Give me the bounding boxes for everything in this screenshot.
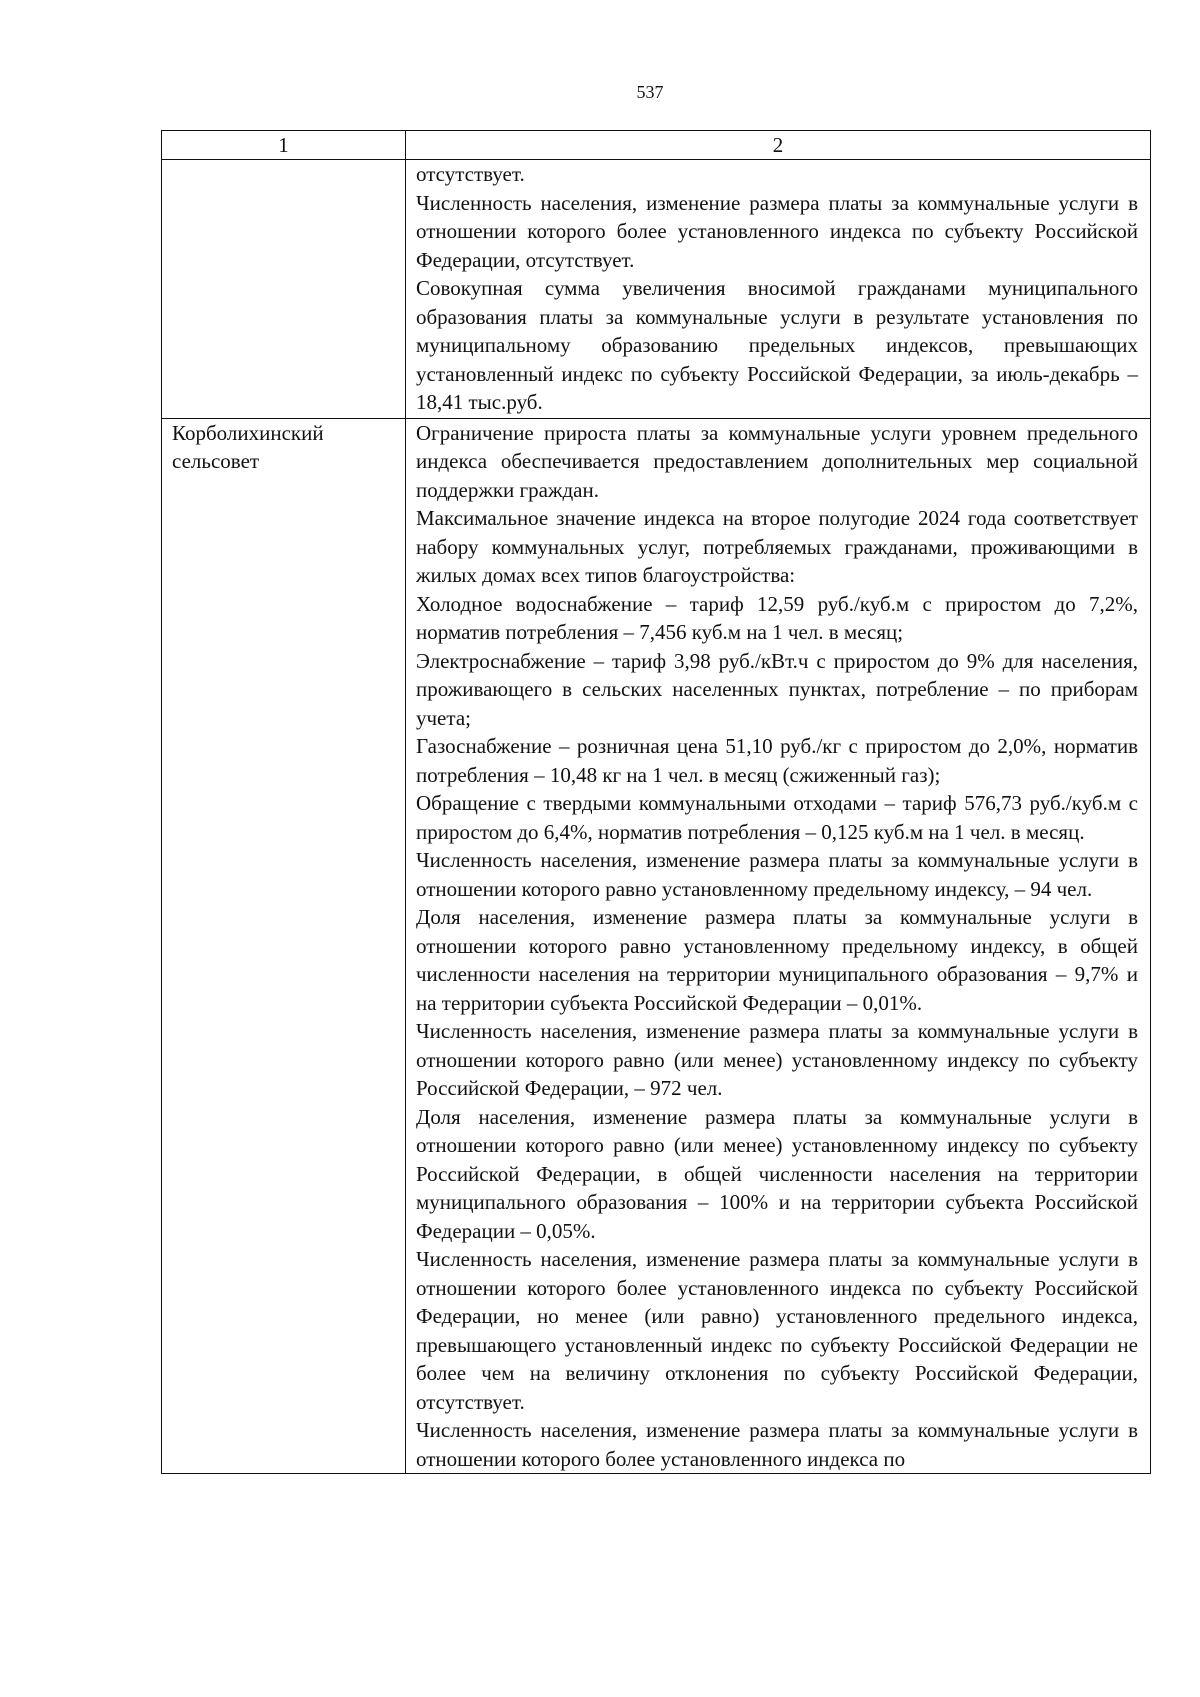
municipality-cell [162,418,406,1474]
table-header-row [162,131,1151,160]
description-text [406,160,1150,418]
paragraph: Газоснабжение – розничная цена 51,10 руб./кг с приростом до 2,0%, норматив потребления – 10,48 кг на 1 чел. в месяц (сжиженный газ); [416,734,1138,787]
municipality-name: Корболихинский сельсовет [172,420,324,473]
column-header-1: 1 [162,131,406,160]
paragraph: Доля населения, изменение размера платы за коммунальные услуги в отношении которого равно (или менее) установленному индексу по субъекту Российской Федерации, в общей численности населения на территории муниципального образования – 100% и на территории субъекта Российской Федерации – 0,05%. [416,1104,1138,1243]
paragraph: Численность населения, изменение размера платы за коммунальные услуги в отношении которого более установленного индекса по [416,1418,1138,1471]
description-cell [406,160,1151,419]
paragraph: Совокупная сумма увеличения вносимой гражданами муниципального образования платы за коммунальные услуги в результате установления по муниципальному образованию предельных индексов, превышающих установленный индекс по субъекту Российской Федерации, за июль-декабрь – 18,41 тыс.руб. [416,276,1138,414]
paragraph: Обращение с твердыми коммунальными отходами – тариф 576,73 руб./куб.м с приростом до 6,4%, норматив потребления – 0,125 куб.м на 1 чел. в месяц. [416,791,1138,844]
paragraph: Численность населения, изменение размера платы за коммунальные услуги в отношении которого более установленного индекса по субъекту Российской Федерации, но менее (или равно) установленного предельного индекса, превышающего установленный индекс по субъекту Российской Федерации не более чем на величину отклонения по субъекту Российской Федерации, отсутствует. [416,1247,1138,1414]
paragraph: Максимальное значение индекса на второе полугодие 2024 года соответствует набору коммунальных услуг, потребляемых гражданами, проживающими в жилых домах всех типов благоустройства: [416,506,1138,587]
page-number: 537 [636,82,664,102]
tariff-table [161,130,1151,1474]
table-row [162,418,1151,1474]
paragraph: Ограничение прироста платы за коммунальные услуги уровнем предельного индекса обеспечивается предоставлением дополнительных мер социальной поддержки граждан. [416,420,1138,502]
paragraph: Электроснабжение – тариф 3,98 руб./кВт.ч с приростом до 9% для населения, проживающего в сельских населенных пунктах, потребление – по приборам учета; [416,648,1138,730]
paragraph: Доля населения, изменение размера платы за коммунальные услуги в отношении которого равно установленному предельному индексу, в общей численности населения на территории муниципального образования – 9,7% и на территории субъекта Российской Федерации – 0,01%. [416,905,1138,1015]
table-row [162,160,1151,419]
paragraph: отсутствует. [416,162,525,186]
municipality-cell [162,160,406,419]
paragraph: Численность населения, изменение размера платы за коммунальные услуги в отношении которого более установленного индекса по субъекту Российской Федерации, отсутствует. [416,190,1138,272]
paragraph: Численность населения, изменение размера платы за коммунальные услуги в отношении которого равно установленному предельному индексу, – 94 чел. [416,848,1138,901]
description-text [406,419,1150,1474]
description-cell [406,418,1151,1474]
paragraph: Холодное водоснабжение – тариф 12,59 руб./куб.м с приростом до 7,2%, норматив потребления – 7,456 куб.м на 1 чел. в месяц; [416,591,1138,644]
paragraph: Численность населения, изменение размера платы за коммунальные услуги в отношении которого равно (или менее) установленному индексу по субъекту Российской Федерации, – 972 чел. [416,1019,1138,1100]
column-header-2: 2 [406,131,1151,160]
